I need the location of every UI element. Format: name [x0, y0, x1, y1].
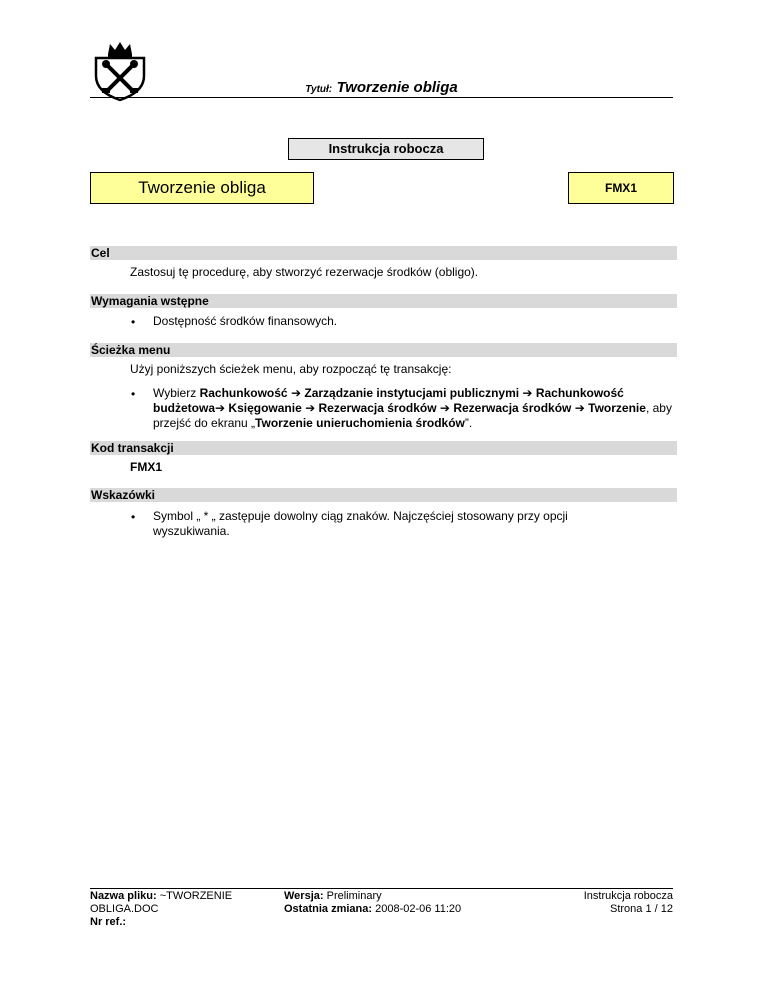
- path-step: Księgowanie: [228, 401, 302, 415]
- cel-text: Zastosuj tę procedurę, aby stworzyć rezerwacje środków (obligo).: [130, 265, 479, 279]
- sciezka-intro: Użyj poniższych ścieżek menu, aby rozpocząć tę transakcję:: [130, 362, 452, 376]
- wskazowki-item-line2: wyszukiwania.: [153, 524, 230, 538]
- footer-divider: [90, 888, 673, 889]
- bold-right-arrow-icon: ➔: [574, 401, 585, 415]
- transaction-code-box: FMX1: [568, 172, 674, 204]
- procedure-name-box: Tworzenie obliga: [90, 172, 314, 204]
- bold-right-arrow-icon: ➔: [290, 386, 302, 400]
- path-step: Rachunkowość: [199, 386, 288, 400]
- path-step: Rezerwacja środków: [318, 401, 437, 415]
- instruction-type-box: Instrukcja robocza: [288, 138, 484, 160]
- path-step: Rachunkowość budżetowa: [153, 386, 624, 415]
- path-step: Zarządzanie instytucjami publicznymi: [304, 386, 520, 400]
- menu-path: Wybierz Rachunkowość ➔ Zarządzanie instytucjami publicznymi ➔ Rachunkowość budżetowa➔ Księgowanie ➔ Rezerwacja środków ➔ Rezerwacja środków ➔ Tworzenie, aby przejść do ekranu „Tworzenie unieruchomienia środków”.: [153, 386, 672, 430]
- bullet-dot-icon: •: [131, 315, 136, 329]
- path-step: Rezerwacja środków: [453, 401, 572, 415]
- bold-right-arrow-icon: ➔: [305, 401, 316, 415]
- kod-value: FMX1: [130, 460, 163, 474]
- section-sciezka-heading: Ścieżka menu: [90, 343, 677, 357]
- document-title: [90, 79, 673, 98]
- section-kod-heading: Kod transakcji: [90, 441, 677, 455]
- title-label: Tytuł:: [305, 84, 333, 95]
- footer-version: Wersja: Preliminary Ostatnia zmiana: 2008-02-06 11:20: [284, 890, 462, 915]
- bold-right-arrow-icon: ➔: [522, 386, 533, 400]
- footer-file: Nazwa pliku: ~TWORZENIE OBLIGA.DOC Nr ref.:: [90, 890, 233, 928]
- path-step: Tworzenie: [588, 401, 646, 415]
- wymagania-item: Dostępność środków finansowych.: [153, 314, 338, 328]
- section-cel-heading: Cel: [90, 246, 677, 260]
- bullet-dot-icon: •: [131, 510, 136, 524]
- bold-right-arrow-icon: ➔: [439, 401, 450, 415]
- footer-page: Instrukcja robocza Strona 1 / 12: [583, 890, 673, 915]
- section-wskazowki-heading: Wskazówki: [90, 488, 677, 502]
- target-screen: Tworzenie unieruchomienia środków: [255, 416, 465, 430]
- wskazowki-item-line1: Symbol „ * „ zastępuje dowolny ciąg znaków. Najczęściej stosowany przy opcji: [153, 509, 568, 523]
- bullet-dot-icon: •: [131, 387, 136, 401]
- bold-right-arrow-icon: ➔: [215, 401, 226, 415]
- title-value: Tworzenie obliga: [336, 79, 458, 96]
- section-wymagania-heading: Wymagania wstępne: [90, 294, 677, 308]
